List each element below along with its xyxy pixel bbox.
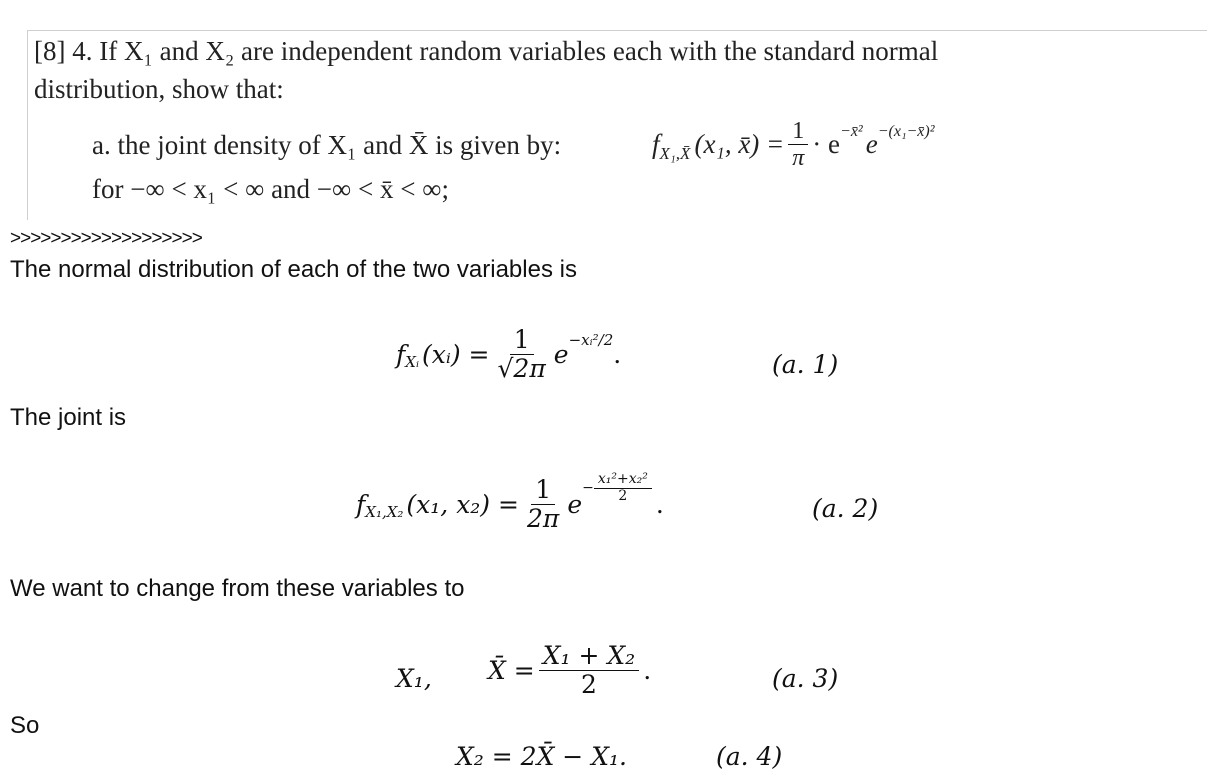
eq1-number: (a. 1) <box>772 350 839 379</box>
part-a-f: f <box>652 129 660 160</box>
equation-a1 <box>396 326 621 382</box>
part-a-exp2: −(x₁−x̄)² <box>877 122 935 140</box>
part-a-frac-den: π <box>792 145 805 172</box>
eq1-period: . <box>613 339 622 369</box>
change-label: We want to change from these variables to <box>10 575 465 602</box>
joint-label: The joint is <box>10 404 127 431</box>
solution-marker: >>>>>>>>>>>>>>>>>>> <box>10 228 202 249</box>
scan-border-top <box>27 30 1207 31</box>
scan-border-left <box>27 30 28 220</box>
eq1-fraction <box>494 326 550 382</box>
part-a-e2: e <box>865 129 878 160</box>
equation-a2: f X₁,X₂ (x₁, x₂) = $\frac{1}{2\pi}$ e − $\frac{\text{x₁²+x₂²}}{2}$ . <box>356 471 664 533</box>
eq2-den: 2π <box>526 503 560 533</box>
eq1-den: √2π <box>497 353 546 383</box>
eq2-num: 1 <box>531 476 555 505</box>
eq3-lhs: X̄ = <box>488 655 535 685</box>
eq1-e: e <box>553 339 569 369</box>
part-a-domain: for −∞ < x₁ < ∞ and −∞ < x̄ < ∞; <box>92 174 449 204</box>
eq2-fraction <box>523 476 563 532</box>
eq1-f: f <box>396 339 406 369</box>
eq2-f: f <box>356 489 366 519</box>
part-a-frac-num: 1 <box>788 118 808 145</box>
part-a-dot-e: · e <box>812 129 841 160</box>
eq2-exp-num: x₁²+x₂² <box>594 472 652 488</box>
solution-intro: The normal distribution of each of the two variables is <box>10 256 577 283</box>
eq2-period: . <box>655 489 664 519</box>
equation-a3 <box>488 642 651 698</box>
so-label: So <box>10 712 40 739</box>
part-a-args: (x₁, x̄) = <box>694 129 785 160</box>
eq3-period: . <box>643 655 652 685</box>
eq4-number: (a. 4) <box>716 742 783 771</box>
eq2-number: (a. 2) <box>812 494 879 523</box>
part-a-fraction <box>788 118 808 172</box>
problem-line-1: [8] 4. If X₁ and X₂ are independent random variables each with the standard normal <box>34 36 939 66</box>
part-a-formula <box>652 118 935 172</box>
eq1-exponent: −xᵢ²/2 <box>568 331 614 349</box>
eq2-e: e <box>567 489 583 519</box>
problem-line-2: distribution, show that: <box>34 74 284 104</box>
eq3-fraction <box>539 642 639 698</box>
part-a-lead: a. the joint density of X₁ and X̄ is given by: <box>92 130 562 160</box>
problem-statement <box>0 0 1212 220</box>
eq2-exp-den: 2 <box>618 487 628 504</box>
eq2-exponent <box>594 472 652 504</box>
part-a-exp1: −x̄² <box>840 122 863 140</box>
part-a-f-sub: X₁,X̄ <box>659 143 691 163</box>
eq1-args: (xᵢ) = <box>421 339 490 369</box>
eq3-number: (a. 3) <box>772 664 839 693</box>
eq3-num: X₁ + X₂ <box>539 642 639 671</box>
equation-a4: X₂ = 2X̄ − X₁. <box>456 742 627 771</box>
eq1-num: 1 <box>510 326 534 355</box>
eq2-args: (x₁, x₂) = <box>406 489 519 519</box>
eq1-f-sub: Xᵢ <box>405 353 419 371</box>
eq2-f-sub: X₁,X₂ <box>365 503 404 521</box>
eq3-var1: X₁, <box>396 664 432 693</box>
eq3-den: 2 <box>580 669 597 699</box>
